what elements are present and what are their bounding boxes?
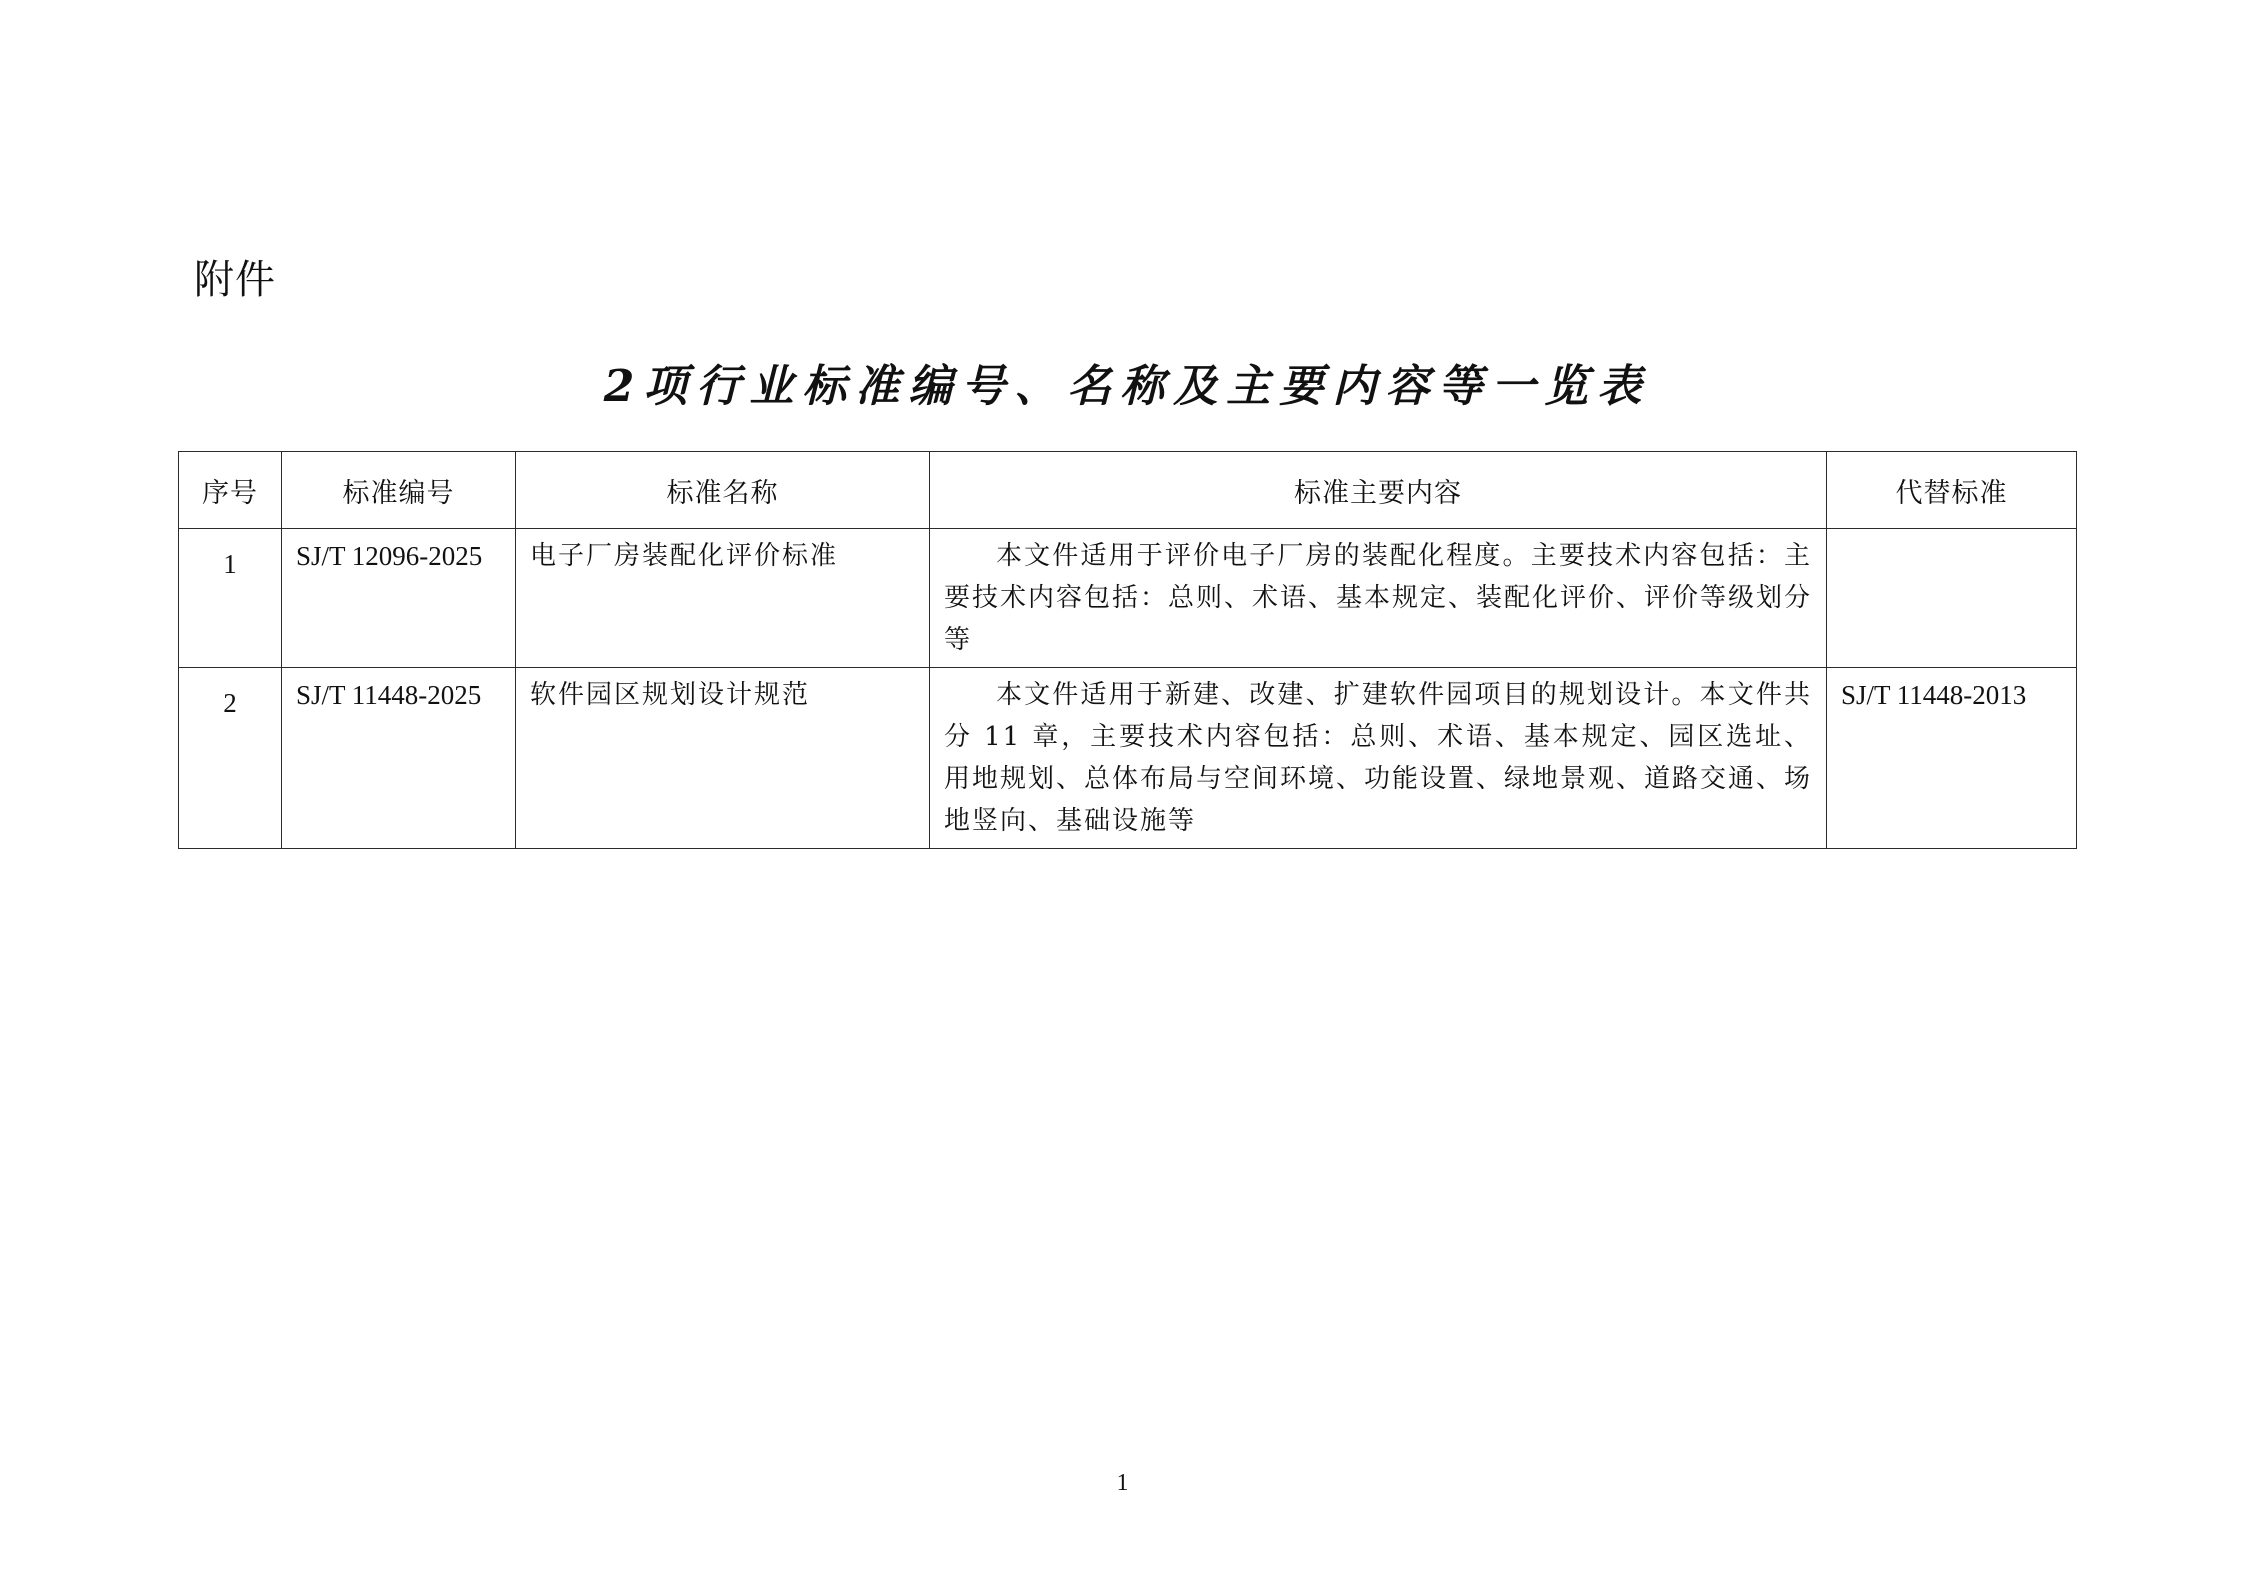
- header-standard-code: 标准编号: [282, 452, 516, 529]
- cell-standard-code: SJ/T 12096-2025: [282, 529, 516, 668]
- cell-replaced-standard: SJ/T 11448-2013: [1827, 668, 2077, 849]
- header-serial-number: 序号: [179, 452, 282, 529]
- cell-standard-code: SJ/T 11448-2025: [282, 668, 516, 849]
- header-standard-name: 标准名称: [516, 452, 930, 529]
- table-row: [179, 529, 2077, 668]
- table-row: [179, 668, 2077, 849]
- header-main-content: 标准主要内容: [930, 452, 1827, 529]
- cell-serial-number: 1: [179, 529, 282, 668]
- attachment-label: 附件: [194, 257, 276, 303]
- cell-standard-name: 电子厂房装配化评价标准: [516, 529, 930, 668]
- table-header-row: [179, 452, 2077, 529]
- cell-serial-number: 2: [179, 668, 282, 849]
- cell-replaced-standard: [1827, 529, 2077, 668]
- document-title: 2项行业标准编号、名称及主要内容等一览表: [603, 361, 1651, 412]
- cell-main-content: 本文件适用于新建、改建、扩建软件园项目的规划设计。本文件共分 11 章，主要技术内容包括：总则、术语、基本规定、园区选址、用地规划、总体布局与空间环境、功能设置、绿地景观、道路交通、场地竖向、基础设施等: [930, 668, 1827, 849]
- page-number: 1: [1116, 1470, 1129, 1496]
- cell-standard-name: 软件园区规划设计规范: [516, 668, 930, 849]
- header-replaced-standard: 代替标准: [1827, 452, 2077, 529]
- cell-main-content: 本文件适用于评价电子厂房的装配化程度。主要技术内容包括：主要技术内容包括：总则、术语、基本规定、装配化评价、评价等级划分等: [930, 529, 1827, 668]
- standards-table: [178, 451, 2077, 849]
